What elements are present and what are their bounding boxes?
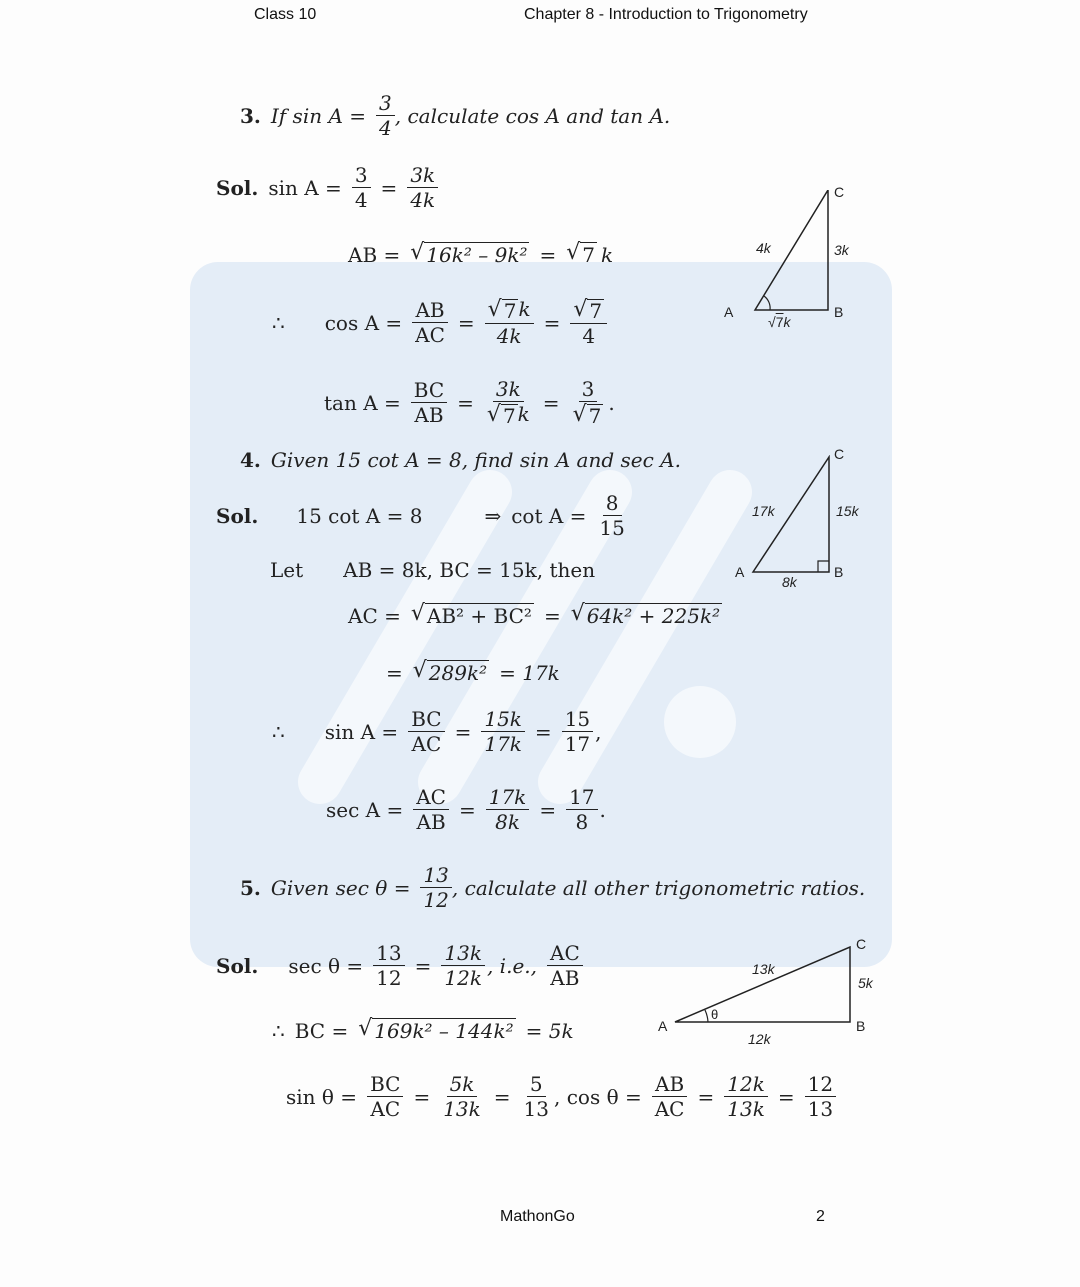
q3-l3-f2n-rad: 7 — [503, 299, 517, 323]
q5-l3-f1n: BC — [367, 1073, 403, 1097]
q5-sol-line2 — [272, 1018, 584, 1043]
q4-l3-lhs: AC = — [348, 603, 401, 628]
q5-l3-f3 — [521, 1073, 552, 1120]
q3-tri-label-base: √7k — [768, 314, 791, 330]
q4-l1-fn: 8 — [603, 492, 622, 516]
q5-l3-f5d: 13k — [727, 1097, 765, 1121]
q3-l3-f2: √ 7 k 4k — [485, 298, 534, 347]
q3-question — [240, 92, 680, 139]
q5-sol-line3: sin θ = $\frac{BC}{AC}$ = $\frac{5k}{13k}$ = $\frac{5}{13}$ , cos θ = $\frac{AB}{AC}$ = $\frac{12k}{13k}$ = $\frac{12}{13}$ — [286, 1073, 846, 1120]
q5-l3-f2 — [440, 1073, 484, 1120]
q4-l6-f3 — [566, 786, 597, 833]
q4-l6-f1 — [413, 786, 449, 833]
q3-l1-f2n: 3k — [407, 164, 438, 188]
q4-l5-therefore: ∴ — [272, 719, 285, 744]
q5-tri-label-vert: 5k — [858, 975, 873, 991]
q4-l5-f1d: AC — [411, 732, 442, 756]
q4-l6-f2d: 8k — [495, 810, 520, 834]
q3-sol-line3: ∴ cos A = $\frac{AB}{AC}$ = √ 7 k 4k = √ 7 4 — [272, 298, 617, 347]
q4-l1-frac — [596, 492, 627, 539]
q3-l1-lhs: sin A = — [268, 175, 342, 200]
q3-sol-label: Sol. — [216, 175, 259, 200]
q4-l6-f3n: 17 — [566, 786, 597, 810]
q3-l1-f2d: 4k — [410, 188, 436, 212]
header-class: Class 10 — [254, 6, 317, 23]
q3-l3-f3: √ 7 4 — [570, 298, 607, 347]
q4-l3-sqrt1: √ AB² + BC² — [410, 601, 532, 628]
q3-l3-lhs: cos A = — [324, 310, 403, 335]
q4-l5-f3d: 17 — [564, 732, 591, 756]
q4-l3-rad2: 64k² + 225k² — [586, 604, 721, 628]
q4-l4-rhs: = 17k — [499, 660, 560, 685]
footer-page-number: 2 — [816, 1208, 825, 1225]
q5-l1-eq: = — [414, 953, 432, 978]
q3-tri-label-a: A — [724, 304, 734, 320]
q4-l6-end: . — [599, 797, 606, 822]
q3-l4-f2d-k: k — [517, 402, 530, 426]
q3-l2-rad1: 16k² – 9k² — [426, 243, 528, 267]
q5-l2-rad: 169k² – 144k² — [374, 1019, 514, 1043]
q4-l5-lhs: sin A = — [324, 719, 399, 744]
q3-l1-f1n: 3 — [352, 164, 371, 188]
q3-l4-end: . — [608, 390, 615, 415]
q5-tri-label-a: A — [658, 1018, 668, 1034]
q4-number: 4. — [240, 448, 261, 472]
q5-l3-f4 — [652, 1073, 688, 1120]
q4-l4-eq: = — [386, 660, 403, 685]
q4-l5-f2 — [481, 708, 525, 755]
q5-l1-f2d: 12k — [444, 966, 482, 990]
q4-l5-end: , — [595, 719, 602, 744]
q4-l6-f1d: AB — [416, 810, 446, 834]
q3-l2-k: k — [601, 242, 614, 267]
q5-l2-sqrt: √ 169k² – 144k² — [358, 1016, 514, 1043]
q3-frac-den: 4 — [379, 116, 392, 140]
q4-l4-sqrt: √ 289k² — [412, 658, 488, 685]
q5-tri-label-hyp: 13k — [752, 961, 775, 977]
q5-triangle-diagram — [670, 942, 860, 1028]
q5-l1-lhs: sec θ = — [288, 953, 364, 978]
q3-l3-f2d: 4k — [496, 324, 522, 348]
q4-l6-f3d: 8 — [575, 810, 589, 834]
q3-l4-f3n: 3 — [579, 378, 598, 402]
q3-l2-sqrt1: √ 16k² – 9k² — [410, 240, 528, 267]
q5-l3-f4n: AB — [652, 1073, 687, 1097]
q3-l4-f1d: AB — [414, 403, 444, 427]
q5-l1-f3n: AC — [547, 942, 583, 966]
q5-l3-lhs: sin θ = — [286, 1084, 358, 1109]
q5-l2-lhs: BC = — [294, 1018, 349, 1043]
q3-frac-num: 3 — [376, 92, 395, 116]
q4-l6-f1n: AC — [413, 786, 449, 810]
q5-question — [240, 864, 875, 911]
q3-l1-f1d: 4 — [354, 188, 368, 212]
q3-l4-f2n: 3k — [493, 378, 524, 402]
q4-l2-text: AB = 8k, BC = 15k, then — [343, 558, 596, 582]
q5-frac-den: 12 — [423, 888, 449, 912]
q3-l3-therefore: ∴ — [272, 310, 285, 335]
q5-frac-num: 13 — [420, 864, 451, 888]
q4-l1-arrow: ⇒ — [484, 503, 502, 528]
q4-tri-label-a: A — [735, 564, 745, 580]
q4-sol-line6: sec A = $\frac{AC}{AB}$ = $\frac{17k}{8k}$ = $\frac{17}{8}$ . — [326, 785, 606, 834]
q4-sol-line1 — [216, 492, 638, 539]
q5-l1-ie: , i.e., — [486, 953, 537, 978]
q5-l2-rhs: = 5k — [525, 1018, 574, 1043]
q5-l3-mid: , cos θ = — [554, 1084, 642, 1109]
q4-l5-f3 — [562, 708, 593, 755]
q3-text-pre: If sin A = — [270, 103, 367, 128]
q3-l1-f1 — [352, 164, 371, 211]
q3-fraction — [376, 92, 395, 139]
q3-tri-label-c: C — [834, 184, 845, 200]
q5-l3-f5 — [724, 1073, 768, 1120]
q4-tri-label-c: C — [834, 446, 845, 462]
q4-question — [240, 448, 691, 472]
q3-l4-f2: 3k √ 7 k — [486, 377, 530, 428]
q4-tri-label-base: 8k — [782, 574, 797, 590]
q5-l3-f1d: AC — [370, 1097, 401, 1121]
q5-l3-f1 — [367, 1073, 403, 1120]
q3-tri-label-hyp: 4k — [756, 240, 771, 256]
q5-sol-line1 — [216, 942, 593, 989]
q3-tri-base-rad: 7 — [775, 314, 784, 330]
q5-tri-label-c: C — [856, 936, 867, 952]
q3-sol-line1 — [216, 164, 448, 211]
q3-l1-f2 — [407, 164, 438, 211]
q3-l4-f2d-rad: 7 — [502, 404, 516, 428]
q5-l2-therefore: ∴ — [272, 1018, 285, 1043]
q4-l1-rhs: cot A = — [511, 503, 587, 528]
q5-sol-label: Sol. — [216, 953, 259, 978]
q4-text: Given 15 cot A = 8, find sin A and sec A. — [270, 448, 681, 472]
q5-fraction — [420, 864, 451, 911]
header-chapter: Chapter 8 - Introduction to Trigonometry — [524, 6, 808, 23]
q3-l4-f1 — [411, 379, 447, 426]
q5-l3-f6 — [805, 1073, 836, 1120]
q3-sol-line2 — [348, 242, 623, 267]
q3-number: 3. — [240, 103, 261, 128]
q4-sol-label: Sol. — [216, 503, 259, 528]
q3-l3-f3d: 4 — [582, 324, 596, 348]
q3-l4-f3d-rad: 7 — [588, 404, 602, 428]
q3-l2-rad2: 7 — [582, 243, 595, 267]
q3-l1-eq: = — [380, 175, 398, 200]
q3-text-post: , calculate cos A and tan A. — [394, 103, 671, 128]
q5-l1-f3 — [547, 942, 583, 989]
q5-l1-f2n: 13k — [441, 942, 485, 966]
q5-l1-f3d: AB — [550, 966, 580, 990]
footer-brand: MathonGo — [500, 1208, 575, 1225]
q3-l4-lhs: tan A = — [324, 390, 401, 415]
q3-tri-label-vert: 3k — [834, 242, 849, 258]
q5-l1-f1d: 12 — [376, 966, 402, 990]
q3-tri-label-b: B — [834, 304, 844, 320]
q4-l3-rad1: AB² + BC² — [426, 604, 532, 628]
q5-l1-f2 — [441, 942, 485, 989]
q5-l3-f2d: 13k — [443, 1097, 481, 1121]
q5-l3-f3d: 13 — [523, 1097, 549, 1121]
q3-l2-lhs: AB = — [348, 242, 401, 267]
q4-sol-line3 — [348, 603, 732, 628]
q3-l2-sqrt2: √ 7 — [566, 240, 595, 267]
q4-tri-label-hyp: 17k — [752, 503, 775, 519]
q5-number: 5. — [240, 875, 261, 900]
q4-l3-eq: = — [543, 603, 561, 628]
q4-tri-label-b: B — [834, 564, 844, 580]
q3-l3-f1d: AC — [415, 323, 445, 347]
q3-l3-f1 — [412, 299, 448, 346]
q5-l1-f1 — [373, 942, 404, 989]
q4-tri-label-vert: 15k — [836, 503, 859, 519]
q3-l4-f1n: BC — [411, 379, 447, 403]
q4-l5-f2n: 15k — [481, 708, 525, 732]
q3-tri-base-k: k — [783, 314, 791, 330]
q5-l3-f6d: 13 — [807, 1097, 834, 1121]
q3-l3-f2n-k: k — [518, 297, 531, 321]
q4-l5-f2d: 17k — [484, 732, 522, 756]
q3-sol-line4: tan A = $\frac{BC}{AB}$ = 3k √ 7 k = 3 √ 7 . — [324, 377, 615, 428]
q4-l1-lhs: 15 cot A = 8 — [296, 503, 423, 528]
q5-l3-f6n: 12 — [805, 1073, 836, 1097]
q5-l3-f4d: AC — [654, 1097, 685, 1121]
q4-l6-lhs: sec A = — [326, 797, 404, 822]
q4-l3-sqrt2: √ 64k² + 225k² — [570, 601, 721, 628]
q4-l6-f2 — [486, 786, 530, 833]
q5-text-post: , calculate all other trigonometric ratios. — [451, 875, 866, 900]
q4-l5-f1 — [408, 708, 444, 755]
q3-l2-eq: = — [539, 242, 557, 267]
q5-text-pre: Given sec θ = — [270, 875, 411, 900]
q3-l3-f1n: AB — [412, 299, 447, 323]
q5-l3-f2n: 5k — [447, 1073, 478, 1097]
q4-l5-f3n: 15 — [562, 708, 593, 732]
q3-l3-f3n-rad: 7 — [589, 299, 603, 323]
q4-sol-line5: ∴ sin A = $\frac{BC}{AC}$ = $\frac{15k}{17k}$ = $\frac{15}{17}$ , — [272, 707, 602, 756]
q4-l2-let: Let — [270, 558, 304, 582]
q4-l4-rad: 289k² — [428, 661, 488, 685]
q4-sol-line2 — [270, 558, 605, 582]
q4-sol-line4 — [386, 660, 570, 685]
q5-tri-label-angle: θ — [711, 1007, 719, 1022]
q5-tri-label-base: 12k — [748, 1031, 771, 1047]
q4-l6-f2n: 17k — [486, 786, 530, 810]
q5-l3-f3n: 5 — [527, 1073, 546, 1097]
q3-l4-f3: 3 √ 7 — [572, 377, 602, 428]
q5-l3-f5n: 12k — [724, 1073, 768, 1097]
q4-l1-fd: 15 — [599, 516, 625, 540]
q4-l5-f1n: BC — [408, 708, 444, 732]
q5-tri-label-b: B — [856, 1018, 866, 1034]
q5-l1-f1n: 13 — [373, 942, 404, 966]
